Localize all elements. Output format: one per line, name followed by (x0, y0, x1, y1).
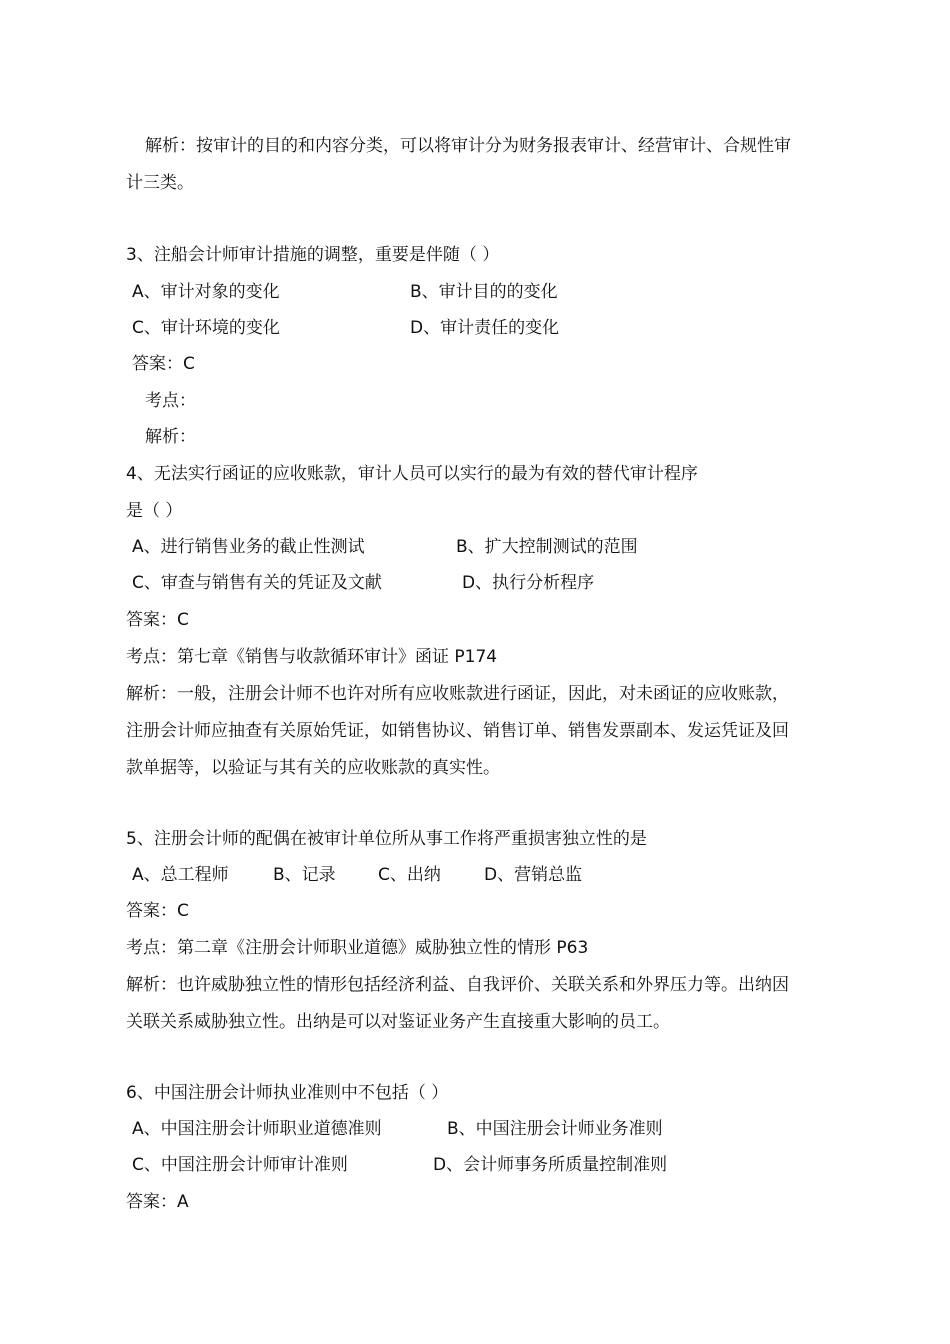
analysis-line-3: 款单据等，以验证与其有关的应收账款的真实性。 (126, 758, 500, 778)
analysis-line-2: 计三类。 (126, 173, 194, 193)
analysis-line-1: 解析：也许威胁独立性的情形包括经济利益、自我评价、关联关系和外界压力等。出纳因 (126, 975, 789, 995)
analysis-line-1: 解析：一般，注册会计师不也许对所有应收账款进行函证，因此，对未函证的应收账款， (126, 684, 789, 704)
question-text: 3、注船会计师审计措施的调整，重要是伴随（ ） (126, 245, 500, 265)
option-a: A、进行销售业务的截止性测试 (132, 537, 365, 557)
option-d: D、执行分析程序 (462, 573, 595, 593)
option-b: B、中国注册会计师业务准则 (447, 1119, 663, 1139)
question-text: 5、注册会计师的配偶在被审计单位所从事工作将严重损害独立性的是 (126, 829, 647, 849)
option-c: C、中国注册会计师审计准则 (132, 1155, 348, 1175)
option-a: A、审计对象的变化 (132, 282, 280, 302)
option-c: C、出纳 (378, 865, 441, 885)
option-a: A、中国注册会计师职业道德准则 (132, 1119, 382, 1139)
exam-point: 考点：第二章《注册会计师职业道德》威胁独立性的情形 P63 (126, 938, 589, 958)
answer: 答案：A (126, 1192, 189, 1212)
analysis-line-2: 注册会计师应抽查有关原始凭证，如销售协议、销售订单、销售发票副本、发运凭证及回 (126, 721, 789, 741)
answer: 答案：C (132, 354, 195, 374)
option-b: B、审计目的的变化 (410, 282, 558, 302)
option-a: A、总工程师 (132, 865, 229, 885)
exam-point: 考点：第七章《销售与收款循环审计》函证 P174 (126, 647, 498, 667)
exam-point: 考点： (145, 391, 196, 411)
question-text-line-2: 是（ ） (126, 501, 183, 521)
option-d: D、审计责任的变化 (410, 318, 560, 338)
option-d: D、营销总监 (484, 865, 583, 885)
option-b: B、扩大控制测试的范围 (456, 537, 638, 557)
analysis-line-2: 关联关系威胁独立性。出纳是可以对鉴证业务产生直接重大影响的员工。 (126, 1012, 670, 1032)
question-text: 6、中国注册会计师执业准则中不包括（ ） (126, 1083, 449, 1103)
option-d: D、会计师事务所质量控制准则 (433, 1155, 668, 1175)
answer: 答案：C (126, 901, 189, 921)
option-b: B、记录 (273, 865, 336, 885)
answer: 答案：C (126, 610, 189, 630)
option-c: C、审计环境的变化 (132, 318, 280, 338)
analysis-line-1: 解析：按审计的目的和内容分类，可以将审计分为财务报表审计、经营审计、合规性审 (145, 136, 791, 156)
option-c: C、审查与销售有关的凭证及文献 (132, 573, 382, 593)
question-text-line-1: 4、无法实行函证的应收账款，审计人员可以实行的最为有效的替代审计程序 (126, 464, 698, 484)
analysis: 解析： (145, 427, 196, 447)
